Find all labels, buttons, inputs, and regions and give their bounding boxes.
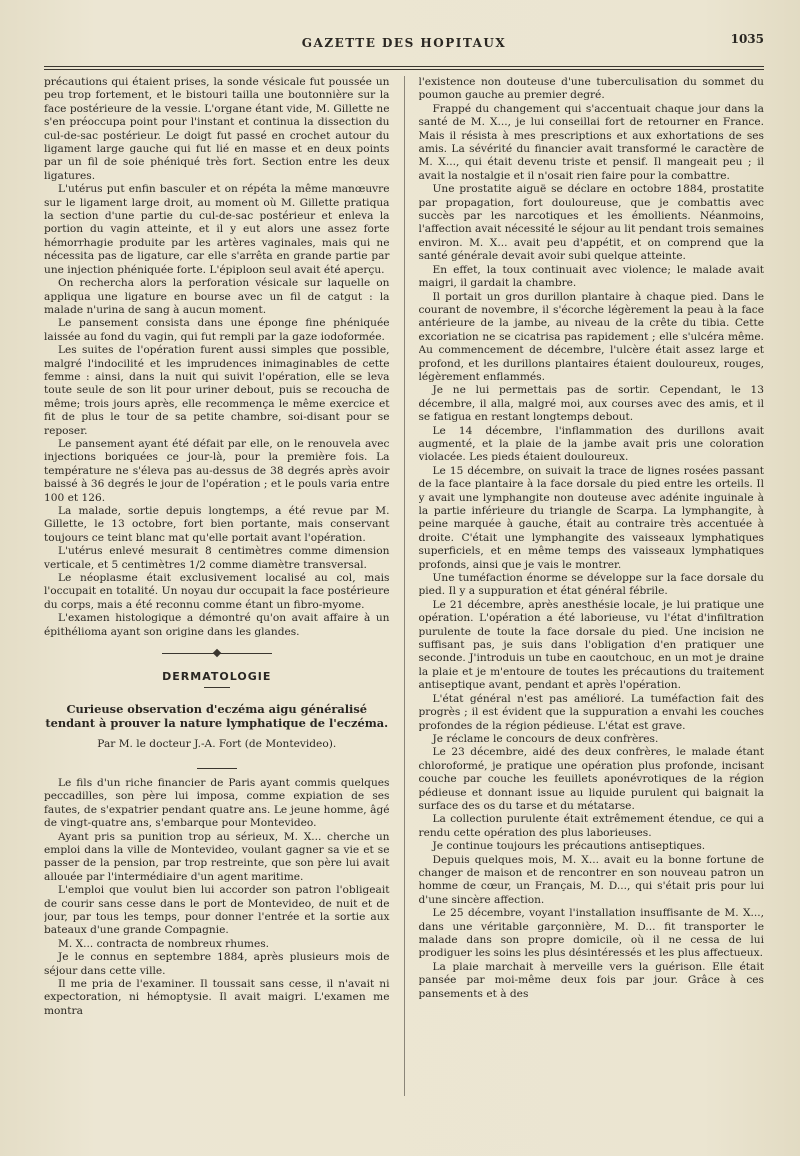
heading-rule — [204, 687, 230, 688]
paragraph: Le pansement consista dans une éponge fine phéniquée laissée au fond du vagin, qui fut rempli par la gaze iodoformée. — [44, 317, 390, 343]
paragraph: L'état général n'est pas amélioré. La tuméfaction fait des progrès ; il est évident que la suppuration a envahi les couches profondes de la région pédieuse. L'état est grave. — [418, 692, 764, 732]
paragraph: Le pansement ayant été défait par elle, on le renouvela avec injections boriquées ce jour-là, pour la première fois. La température ne s'éleva pas au-dessus de 38 degrés après avoir baissé à 36 degrés le jour de l'opération ; et le pouls varia entre 100 et 126. — [44, 437, 390, 504]
byline-rule — [197, 768, 237, 769]
paragraph: Il portait un gros durillon plantaire à chaque pied. Dans le courant de novembre, il s'écorche légèrement la peau à la face antérieure de la jambe, au niveau de la crête du tibia. Cette excoriation ne se cicatrisa pas rapidement ; elle s'ulcéra même. Au commencement de décembre, l'ulcère était assez large et profond, et les durillons plantaires étaient douloureux, rouges, légèrement enflammés. — [418, 290, 764, 383]
paragraph: Frappé du changement qui s'accentuait chaque jour dans la santé de M. X..., je lui conseillai fort de retourner en France. Mais il résista à mes prescriptions et aux exhortations de ses amis. La sévérité du financier avait transformé le caractère de M. X..., qui était devenu triste et pensif. Il mangeait peu ; il avait la nostalgie et il n'osait rien faire pour la combattre. — [418, 102, 764, 182]
paragraph: Le 21 décembre, après anesthésie locale, je lui pratique une opération. L'opération a été laborieuse, vu l'état d'infiltration purulente de toute la face dorsale du pied. Une incision ne suffisant pas, je suis dans l'obligation d'en pratiquer une seconde. J'introduis un tube en caoutchouc, en un mot je draine la plaie et je m'entoure de toutes les précautions du traitement antiseptique avant, pendant et après l'opération. — [418, 598, 764, 692]
right-column — [419, 76, 765, 1096]
paragraph: Le 14 décembre, l'inflammation des durillons avait augmenté, et la plaie de la jambe avait pris une coloration violacée. Les pieds étaient douloureux. — [418, 424, 764, 464]
paragraph: La malade, sortie depuis longtemps, a été revue par M. Gillette, le 13 octobre, fort bien portante, mais conservant toujours ce teint blanc mat qu'elle portait avant l'opération. — [44, 505, 390, 544]
article-byline: Par M. le docteur J.-A. Fort (de Montevideo). — [97, 738, 337, 751]
header-rule — [44, 66, 764, 70]
paragraph: Je réclame le concours de deux confrères. — [432, 732, 659, 745]
paragraph: Il me pria de l'examiner. Il toussait sans cesse, il n'avait ni expectoration, ni hémoptysie. Il avait maigri. L'examen me montra — [44, 977, 390, 1017]
article-title: Curieuse observation d'eczéma aigu généralisé tendant à prouver la nature lymphatique de l'eczéma. — [45, 702, 389, 731]
page-header — [44, 28, 764, 58]
paragraph: Ayant pris sa punition trop au sérieux, M. X... cherche un emploi dans la ville de Montevideo, voulant gagner sa vie et se passer de la pension, par trop restreinte, que son père lui avait allouée par l'intermédiaire d'un agent maritime. — [44, 830, 390, 883]
paragraph: l'existence non douteuse d'une tuberculisation du sommet du poumon gauche au premier degré. — [418, 76, 764, 102]
section-heading: DERMATOLOGIE — [162, 670, 272, 684]
paragraph: Une prostatite aiguë se déclare en octobre 1884, prostatite par propagation, fort douloureuse, que je combattis avec succès par les narcotiques et les émollients. Néanmoins, l'affection avait nécessité le séjour au lit pendant trois semaines environ. M. X... avait peu d'appétit, et on comprend que la santé générale devait avoir subi quelque atteinte. — [418, 183, 764, 263]
paragraph: précautions qui étaient prises, la sonde vésicale fut poussée un peu trop fortement, et le bistouri tailla une boutonnière sur la face postérieure de la vessie. L'organe étant vide, M. Gillette ne s'en préoccupa point pour l'instant et continua la dissection du cul-de-sac postérieur. Le doigt fut passé en crochet autour du ligament large gauche qui fut lié en masse et en deux points par un fil de soie phéniqué très fort. Section entre les deux ligatures. — [44, 76, 390, 182]
paragraph: Les suites de l'opération furent aussi simples que possible, malgré l'indocilité et les imprudences inimaginables de cette femme : ainsi, dans la nuit qui suivit l'opération, elle se leva toute seule de son lit pour uriner debout, puis se recoucha de même; trois jours après, elle recommença le même exercice et fit de plus le tour de sa petite chambre, soi-disant pour se reposer. — [44, 344, 390, 437]
paragraph: La plaie marchait à merveille vers la guérison. Elle était pansée par moi-même deux fois par jour. Grâce à ces pansements et à des — [418, 960, 764, 1000]
paragraph: L'examen histologique a démontré qu'on avait affaire à un épithélioma ayant son origine dans les glandes. — [44, 612, 390, 638]
paragraph: M. X... contracta de nombreux rhumes. — [58, 937, 270, 950]
paragraph: Une tuméfaction énorme se développe sur la face dorsale du pied. Il y a suppuration et état général fébrile. — [418, 572, 764, 598]
section-separator — [162, 653, 272, 654]
paragraph: L'utérus enlevé mesurait 8 centimètres comme dimension verticale, et 5 centimètres 1/2 comme diamètre transversal. — [44, 545, 390, 571]
paragraph: Je le connus en septembre 1884, après plusieurs mois de séjour dans cette ville. — [44, 951, 390, 977]
paragraph: La collection purulente était extrêmement étendue, ce qui a rendu cette opération des plus laborieuses. — [418, 813, 764, 839]
journal-title: GAZETTE DES HOPITAUX — [301, 36, 507, 50]
paragraph: Le fils d'un riche financier de Paris ayant commis quelques peccadilles, son père lui imposa, comme expiation de ses fautes, de s'expatrier pendant quatre ans. Le jeune homme, âgé de vingt-quatre ans, s'embarque pour Montevideo. — [44, 776, 390, 830]
left-column — [44, 76, 390, 1096]
paragraph: On rechercha alors la perforation vésicale sur laquelle on appliqua une ligature en bourse avec un fil de catgut : la malade n'urina de sang à aucun moment. — [44, 277, 390, 316]
page-number: 1035 — [730, 32, 764, 46]
paragraph: Le néoplasme était exclusivement localisé au col, mais l'occupait en totalité. Un noyau dur occupait la face postérieure du corps, mais a été reconnu comme étant un fibro-myome. — [44, 572, 390, 611]
paragraph: Le 23 décembre, aidé des deux confrères, le malade étant chloroformé, je pratique une opération plus profonde, incisant couche par couche les feuillets aponévrotiques de la région pédieuse et donnant issue au liquide purulent qui baignait la surface des os du tarse et du métatarse. — [418, 746, 764, 812]
paragraph: Depuis quelques mois, M. X... avait eu la bonne fortune de changer de maison et de rencontrer en son nouveau patron un homme de cœur, un Français, M. D..., qui s'était pris pour lui d'une sincère affection. — [418, 853, 764, 906]
paragraph: Le 15 décembre, on suivait la trace de lignes rosées passant de la face plantaire à la face dorsale du pied entre les orteils. Il y avait une lymphangite non douteuse avec adénite inguinale à la partie inférieure du triangle de Scarpa. La lymphangite, à peine marquée à gauche, était au contraire très accentuée à droite. C'était une lymphangite des vaisseaux lymphatiques superficiels, et en même temps des vaisseaux lymphatiques profonds, ainsi que je vais le montrer. — [418, 464, 764, 571]
paragraph: L'emploi que voulut bien lui accorder son patron l'obligeait de courir sans cesse dans le port de Montevideo, de nuit et de jour, par tous les temps, pour donner l'entrée et la sortie aux bateaux d'une grande Compagnie. — [44, 884, 390, 937]
paragraph: Le 25 décembre, voyant l'installation insuffisante de M. X..., dans une véritable garçonnière, M. D... fit transporter le malade dans son propre domicile, où il ne cessa de lui prodiguer les soins les plus désintéressés et les plus affectueux. — [418, 907, 764, 960]
paragraph: L'utérus put enfin basculer et on répéta la même manœuvre sur le ligament large droit, au moment où M. Gillette pratiqua la section d'une partie du cul-de-sac postérieur et enleva la portion du vagin atteinte, et il y eut alors une assez forte hémorrhagie produite par les artères vaginales, mais qui ne nécessita pas de ligature, car elle s'arrêta en grande partie par une injection phéniquée forte. L'épiploon seul avait été aperçu. — [44, 183, 390, 276]
paragraph: Je continue toujours les précautions antiseptiques. — [432, 840, 706, 853]
text-columns — [44, 76, 764, 1096]
paragraph: Je ne lui permettais pas de sortir. Cependant, le 13 décembre, il alla, malgré moi, aux courses avec des amis, et il se fatigua en restant longtemps debout. — [418, 384, 764, 424]
column-divider — [404, 76, 405, 1096]
paragraph: En effet, la toux continuait avec violence; le malade avait maigri, il gardait la chambre. — [418, 263, 764, 290]
